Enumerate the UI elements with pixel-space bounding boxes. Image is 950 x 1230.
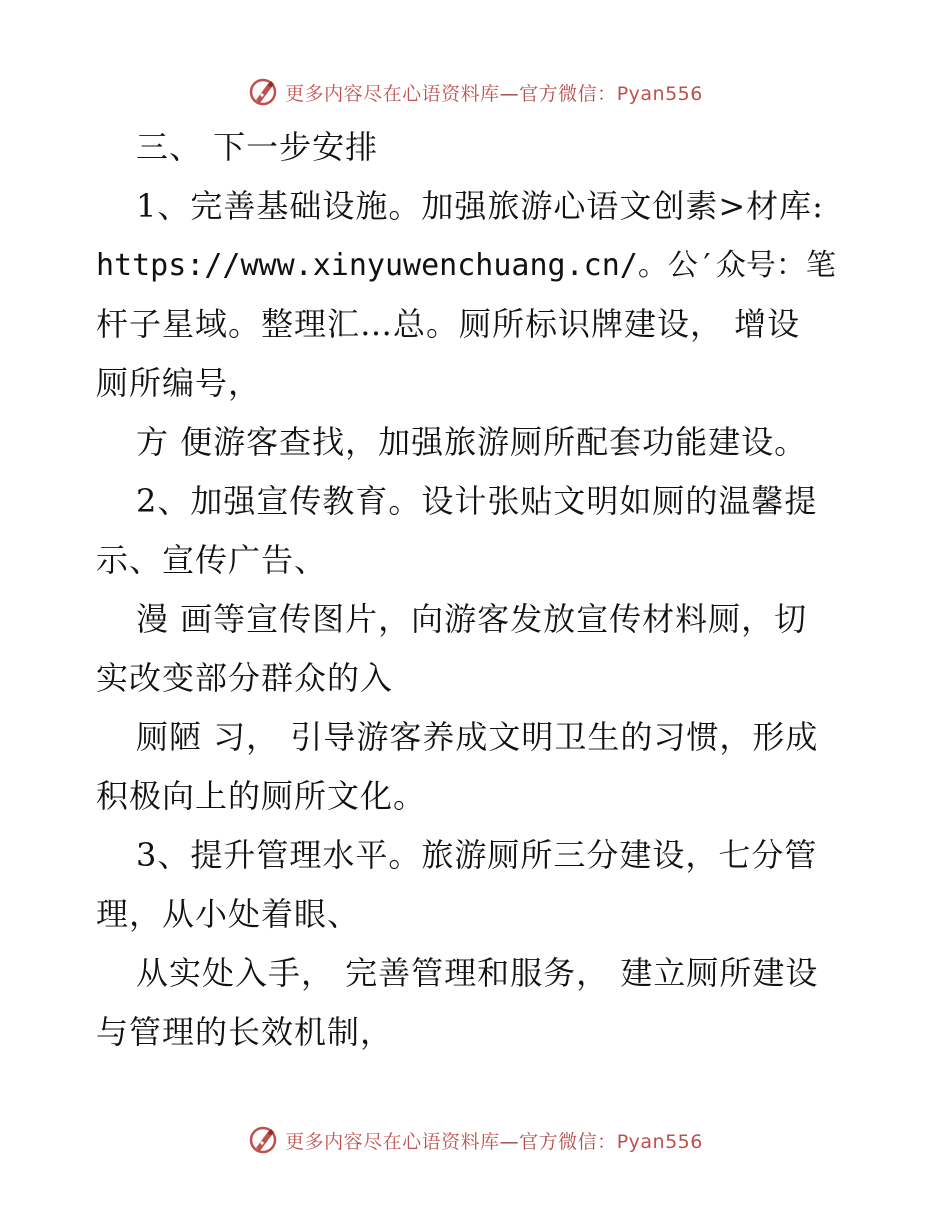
paragraph-line: 与管理的长效机制， [96,1013,394,1051]
banner-prefix: 更多内容尽在心语资料库 [285,82,500,105]
banner-wechat-id: Pyan556 [616,1130,703,1153]
paragraph-line: 理，从小处着眼、 [96,895,361,933]
paragraph-line: 3、提升管理水平。旅游厕所三分建设，七分管 [136,836,818,874]
paragraph-line: 从实处入手， 完善管理和服务， 建立厕所建设 [136,954,819,992]
paragraph-line: 实改变部分群众的入 [96,659,394,697]
banner-content [247,76,703,108]
footer-banner [0,1120,950,1160]
paragraph-line: 杆子星域。整理汇…总。厕所标识牌建设， 增设 [96,305,801,343]
paragraph-line: 方 便游客查找，加强旅游厕所配套功能建设。 [136,423,808,461]
paragraph-line: 漫 画等宣传图片，向游客发放宣传材料厕，切 [136,600,808,638]
banner-wechat-id: Pyan556 [616,82,703,105]
banner-prefix: 更多内容尽在心语资料库 [285,1130,500,1153]
header-banner [0,72,950,112]
pen-nib-logo-icon [247,76,279,108]
banner-text [285,79,703,106]
section-heading: 三、 下一步安排 [136,128,379,166]
paragraph-line: 厕陋 习， 引导游客养成文明卫生的习惯，形成 [136,718,819,756]
paragraph-line: 示、宣传广告、 [96,541,328,579]
banner-text [285,1127,703,1154]
banner-content [247,1124,703,1156]
document-body [96,118,856,1062]
paragraph-line: 2、加强宣传教育。设计张贴文明如厕的温馨提 [136,482,818,520]
banner-dash: — [499,1130,520,1153]
banner-dash: — [499,82,520,105]
paragraph-line: 积极向上的厕所文化。 [96,777,427,815]
banner-wechat-label: 官方微信： [519,82,617,105]
paragraph-line: 1、完善基础设施。加强旅游心语文创素>材库: [136,187,824,225]
paragraph-line: 厕所编号， [96,364,262,402]
banner-wechat-label: 官方微信： [519,1130,617,1153]
pen-nib-logo-icon [247,1124,279,1156]
paragraph-line: https://www.xinyuwenchuang.cn/。公′众号：笔 [96,248,836,283]
